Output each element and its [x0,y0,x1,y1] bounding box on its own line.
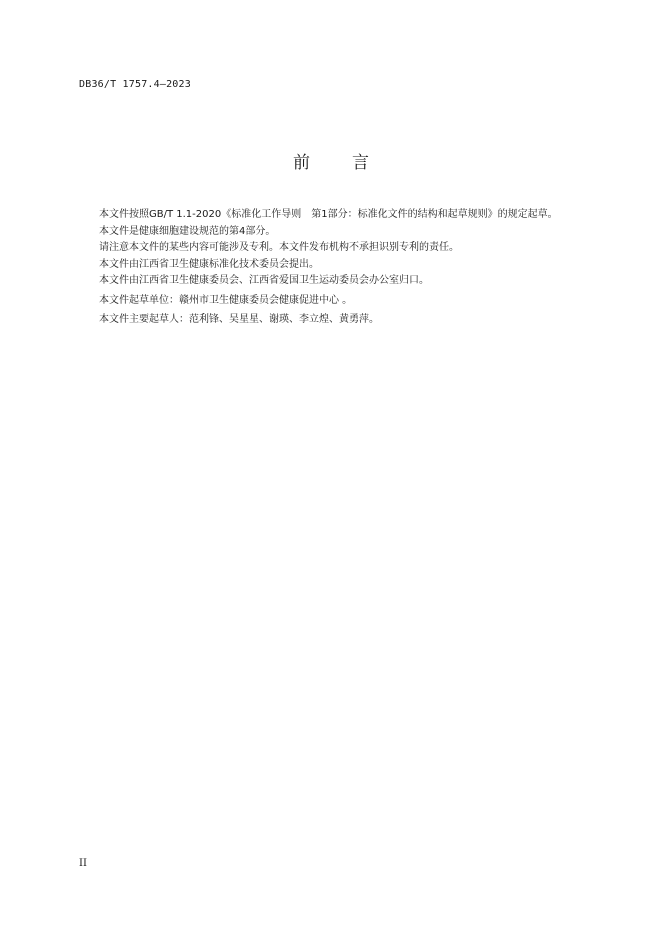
paragraph-proposer: 本文件由江西省卫生健康标准化技术委员会提出。 [99,258,319,270]
paragraph-part-info: 本文件是健康细胞建设规范的第4部分。 [99,225,276,237]
paragraph-drafting-rules: 本文件按照GB/T 1.1-2020《标准化工作导则 第1部分：标准化文件的结构和起草规则》的规定起草。 [99,209,558,220]
paragraph-patent-notice: 请注意本文件的某些内容可能涉及专利。本文件发布机构不承担识别专利的责任。 [99,242,459,253]
paragraph-drafters: 本文件主要起草人：范利锋、吴星星、谢瑛、李立煌、黄勇萍。 [99,314,379,325]
paragraph-drafting-unit: 本文件起草单位：赣州市卫生健康委员会健康促进中心 。 [99,294,353,306]
foreword-body [79,207,599,329]
title-part-2: 言 [352,153,369,173]
page-title [0,148,662,173]
page-number: II [79,858,87,869]
paragraph-centralized: 本文件由江西省卫生健康委员会、江西省爱国卫生运动委员会办公室归口。 [99,275,429,286]
standard-code: DB36/T 1757.4—2023 [79,79,191,90]
title-part-1: 前 [293,153,310,173]
